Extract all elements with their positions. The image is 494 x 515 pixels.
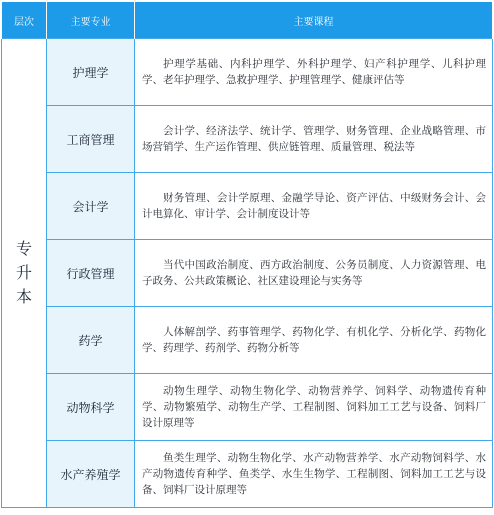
courses-text: 人体解剖学、药事管理学、药物化学、有机化学、分析化学、药物化学、药理学、药剂学、药物分析等 (142, 326, 486, 354)
header-level: 层次 (2, 2, 47, 39)
courses-text: 当代中国政治制度、西方政治制度、公务员制度、人力资源管理、电子政务、公共政策概论、社区建设理论与实务等 (142, 259, 486, 287)
major-cell: 水产养殖学 (47, 441, 135, 508)
courses-text: 护理学基础、内科护理学、外科护理学、妇产科护理学、儿科护理学、老年护理学、急救护理学、护理管理学、健康评估等 (142, 58, 486, 86)
curriculum-table (1, 2, 493, 508)
courses-cell (135, 307, 493, 374)
courses-cell (135, 374, 493, 441)
courses-text: 鱼类生理学、动物生物化学、水产动物营养学、水产动物饲料学、水产动物遗传育种学、鱼类学、水生生物学、工程制图、饲料加工工艺与设备、饲料厂设计原理等 (142, 452, 486, 496)
courses-cell (135, 441, 493, 508)
major-cell: 工商管理 (47, 106, 135, 173)
courses-cell (135, 240, 493, 307)
header-major: 主要专业 (47, 2, 135, 39)
courses-cell (135, 173, 493, 240)
major-cell: 药学 (47, 307, 135, 374)
courses-text: 会计学、经济法学、统计学、管理学、财务管理、企业战略管理、市场营销学、生产运作管理、供应链管理、质量管理、税法等 (142, 125, 486, 153)
courses-text: 财务管理、会计学原理、金融学导论、资产评估、中级财务会计、会计电算化、审计学、会计制度设计等 (142, 192, 486, 220)
table-row (2, 240, 493, 307)
table-row (2, 374, 493, 441)
table-row (2, 307, 493, 374)
level-label: 专升本 (15, 239, 32, 306)
major-cell: 行政管理 (47, 240, 135, 307)
courses-cell (135, 106, 493, 173)
courses-cell (135, 39, 493, 106)
courses-text: 动物生理学、动物生物化学、动物营养学、饲料学、动物遗传育种学、动物繁殖学、动物生产学、工程制图、饲料加工工艺与设备、饲料厂设计原理等 (142, 385, 486, 429)
major-cell: 护理学 (47, 39, 135, 106)
table-header-row (2, 2, 493, 39)
table-row (2, 173, 493, 240)
major-cell: 动物科学 (47, 374, 135, 441)
table-row (2, 39, 493, 106)
header-courses: 主要课程 (135, 2, 493, 39)
major-cell: 会计学 (47, 173, 135, 240)
table-row (2, 441, 493, 508)
table-row (2, 106, 493, 173)
level-cell (2, 39, 47, 508)
